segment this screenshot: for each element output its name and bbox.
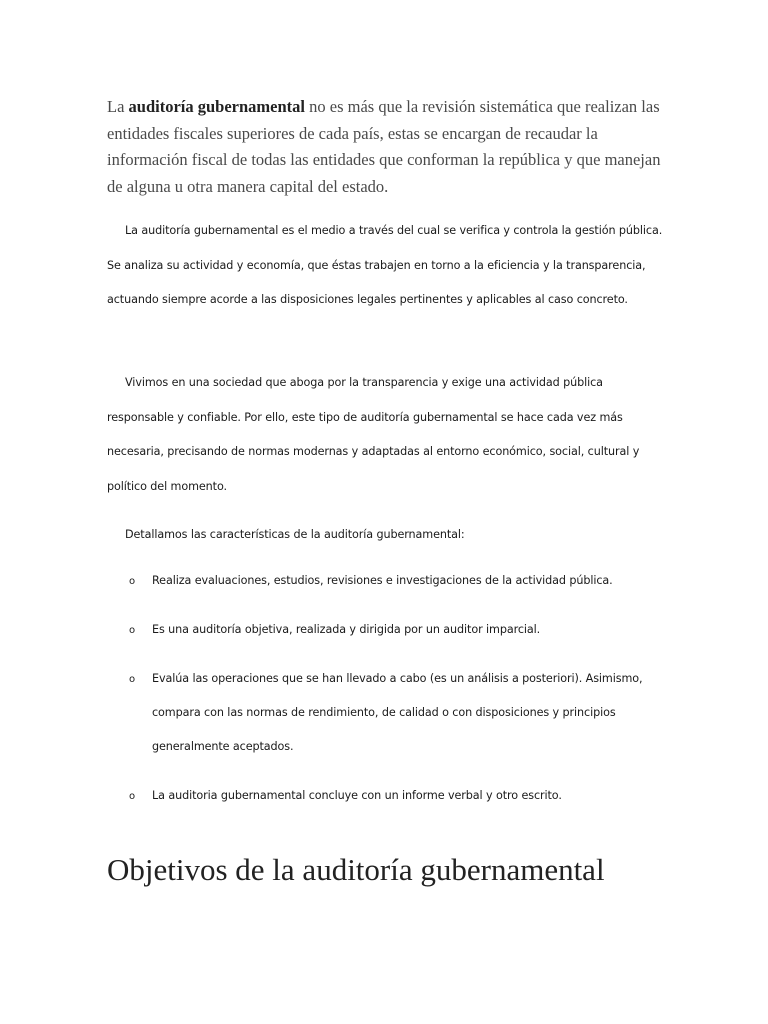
section-heading: Objetivos de la auditoría gubernamental <box>107 852 605 887</box>
bullet-marker: o <box>129 576 136 587</box>
paragraph-definition: La auditoría gubernamental es el medio a través del cual se verifica y controla la gestión pública. Se analiza su actividad y economía, que éstas trabajen en torno a la eficiencia y la transparencia, actuando siempre acorde a las disposiciones legales pertinentes y aplicables al caso concreto. <box>107 224 663 306</box>
bullet-marker: o <box>129 791 136 802</box>
paragraph-society: Vivimos en una sociedad que aboga por la transparencia y exige una actividad pública responsable y confiable. Por ello, este tipo de auditoría gubernamental se hace cada vez más necesaria, precisando de normas modernas y adaptadas al entorno económico, social, cultural y político del momento. <box>107 376 640 493</box>
bullet-marker: o <box>129 625 136 636</box>
intro-paragraph <box>107 94 667 200</box>
characteristics-intro: Detallamos las características de la auditoría gubernamental: <box>125 528 465 541</box>
list-item-text: Evalúa las operaciones que se han llevado a cabo (es un análisis a posteriori). Asimismo, compara con las normas de rendimiento, de calidad o con disposiciones y principios generalmente aceptados. <box>152 672 643 753</box>
intro-prefix: La <box>107 97 129 116</box>
bullet-marker: o <box>129 674 136 685</box>
intro-rest: no es más que la revisión sistemática que realizan las entidades fiscales superiores de cada país, estas se encargan de recaudar la información fiscal de todas las entidades que conforman la república y que manejan de alguna u otra manera capital del estado. <box>107 97 661 196</box>
list-item-text: La auditoria gubernamental concluye con un informe verbal y otro escrito. <box>152 789 562 802</box>
list-item-text: Es una auditoría objetiva, realizada y dirigida por un auditor imparcial. <box>152 623 541 636</box>
intro-bold-term: auditoría gubernamental <box>128 97 305 116</box>
list-item-text: Realiza evaluaciones, estudios, revisiones e investigaciones de la actividad pública. <box>152 574 613 587</box>
